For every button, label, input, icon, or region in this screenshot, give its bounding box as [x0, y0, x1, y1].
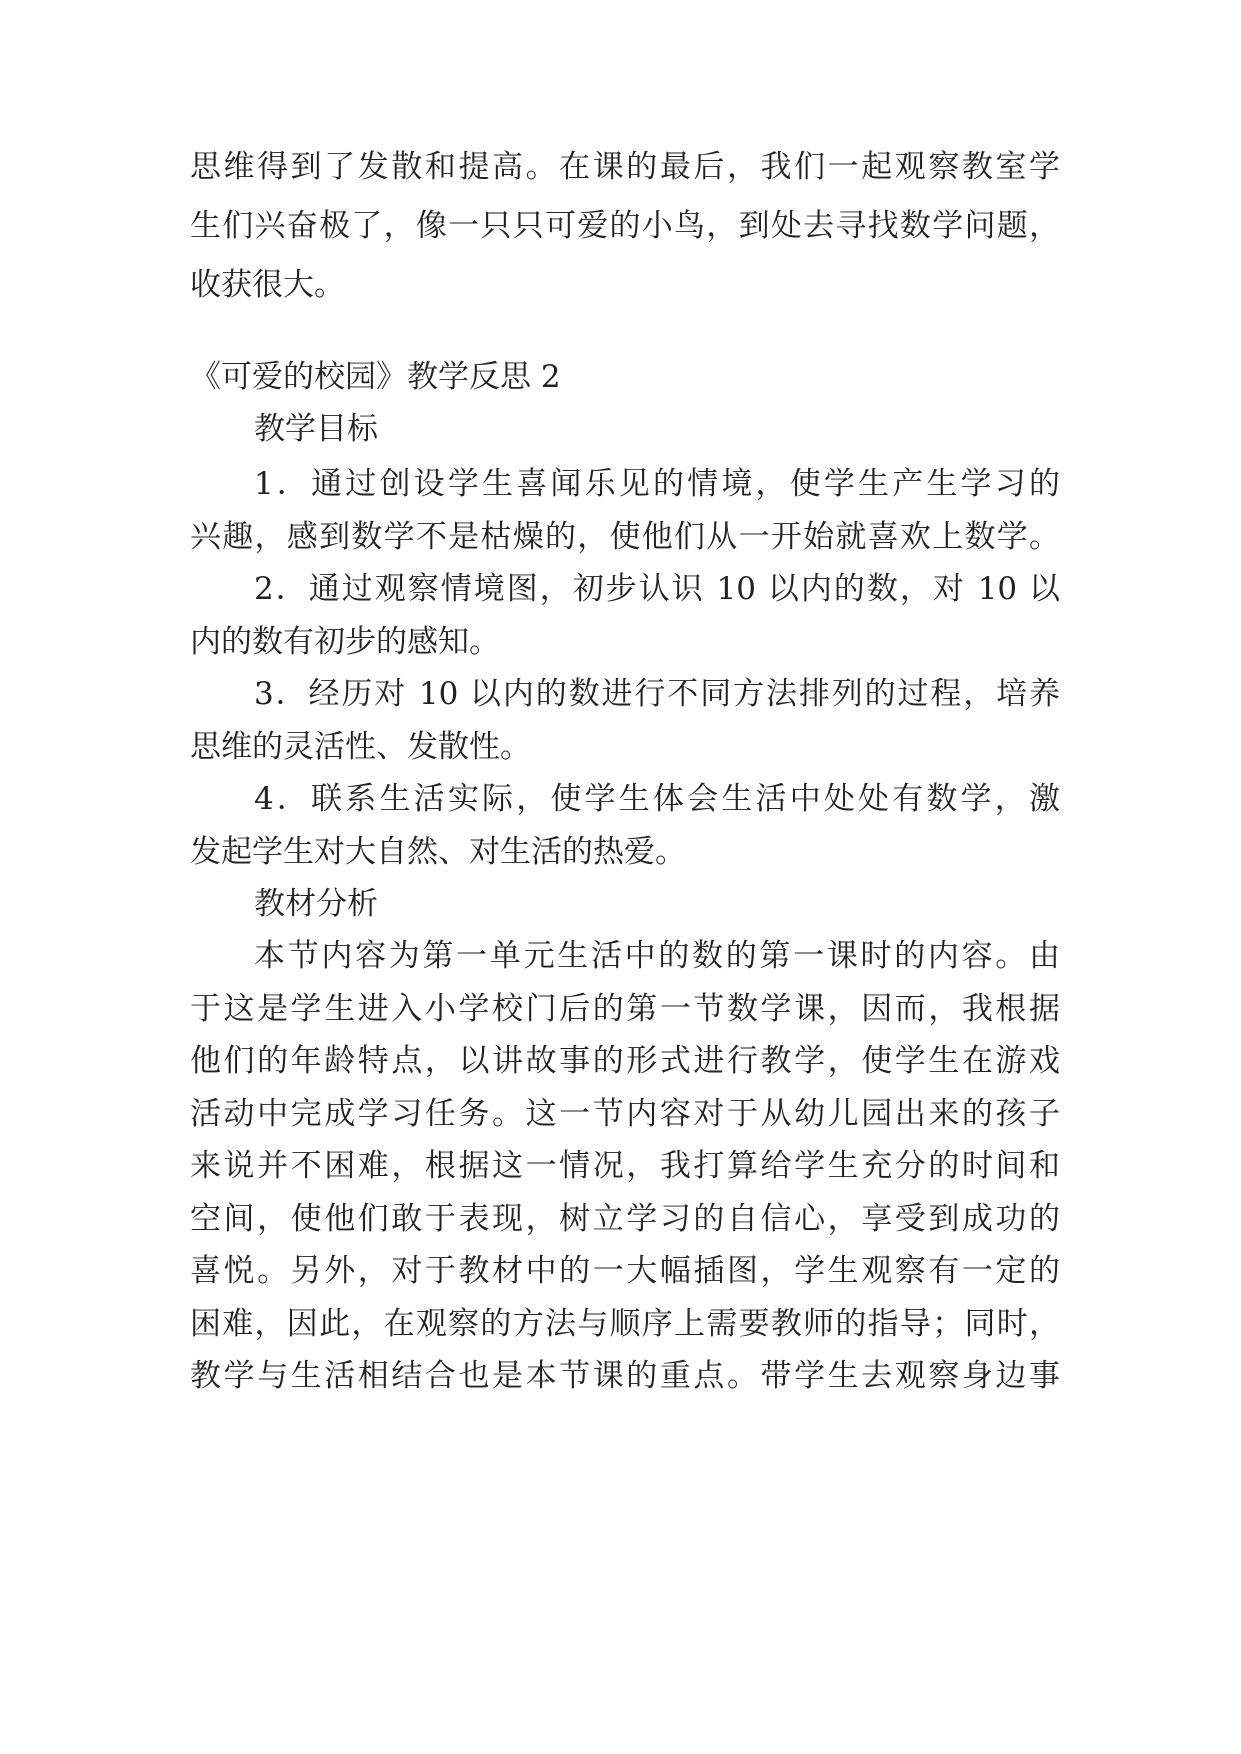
subsection-title-goals: 教学目标	[254, 411, 378, 447]
goal-4-line-1: 4．联系生活实际，使学生体会生活中处处有数学，激	[254, 781, 1060, 817]
analysis-line: 于这是学生进入小学校门后的第一节数学课，因而，我根据	[190, 991, 1060, 1027]
section-heading: 《可爱的校园》教学反思 2	[190, 359, 561, 395]
goal-3-line-2: 思维的灵活性、发散性。	[190, 729, 531, 765]
analysis-line: 喜悦。另外，对于教材中的一大幅插图，学生观察有一定的	[190, 1253, 1060, 1289]
paragraph-line: 收获很大。	[190, 267, 345, 303]
analysis-line: 来说并不困难，根据这一情况，我打算给学生充分的时间和	[190, 1148, 1060, 1184]
goal-4-line-2: 发起学生对大自然、对生活的热爱。	[190, 834, 686, 870]
analysis-line: 困难，因此，在观察的方法与顺序上需要教师的指导；同时，	[190, 1306, 1060, 1342]
analysis-line: 他们的年龄特点，以讲故事的形式进行教学，使学生在游戏	[190, 1043, 1060, 1079]
analysis-line: 教学与生活相结合也是本节课的重点。带学生去观察身边事	[190, 1358, 1060, 1394]
analysis-line: 本节内容为第一单元生活中的数的第一课时的内容。由	[254, 938, 1060, 974]
goal-3-line-1: 3．经历对 10 以内的数进行不同方法排列的过程，培养	[254, 676, 1060, 712]
subsection-title-analysis: 教材分析	[254, 886, 378, 922]
paragraph-line: 思维得到了发散和提高。在课的最后，我们一起观察教室学	[190, 149, 1060, 185]
goal-1-line-1: 1．通过创设学生喜闻乐见的情境，使学生产生学习的	[254, 466, 1060, 502]
goal-1-line-2: 兴趣，感到数学不是枯燥的，使他们从一开始就喜欢上数学。	[190, 519, 1060, 555]
goal-2-line-2: 内的数有初步的感知。	[190, 624, 500, 660]
analysis-line: 活动中完成学习任务。这一节内容对于从幼儿园出来的孩子	[190, 1096, 1060, 1132]
goal-2-line-1: 2．通过观察情境图，初步认识 10 以内的数，对 10 以	[254, 571, 1060, 607]
paragraph-line: 生们兴奋极了，像一只只可爱的小鸟，到处去寻找数学问题，	[190, 208, 1060, 244]
analysis-line: 空间，使他们敢于表现，树立学习的自信心，享受到成功的	[190, 1201, 1060, 1237]
